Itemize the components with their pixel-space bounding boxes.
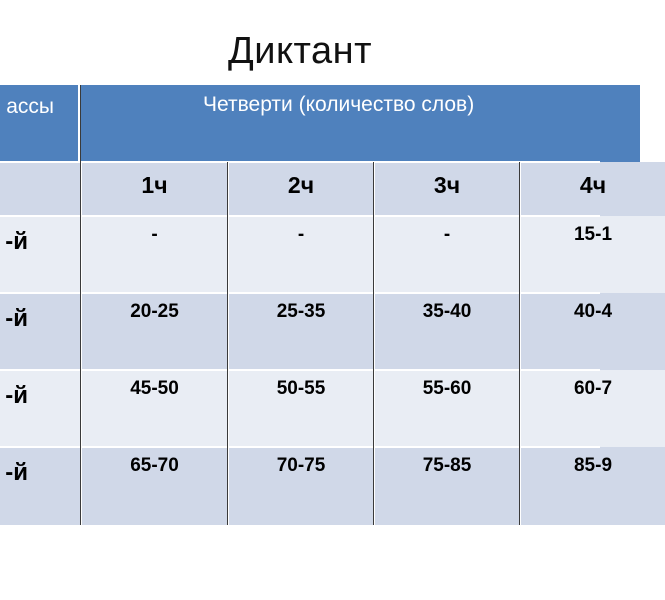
row-separator	[0, 369, 600, 371]
table-cell: 75-85	[373, 447, 519, 525]
table-cell: 45-50	[80, 370, 227, 447]
table-cell: 60-7	[519, 370, 665, 447]
row-separator	[0, 292, 600, 294]
class-label-3: -й	[0, 370, 80, 447]
row-separator	[0, 446, 600, 448]
slide-title: Диктант	[227, 30, 372, 72]
table-cell: 70-75	[227, 447, 373, 525]
table-cell: 15-1	[519, 216, 665, 293]
row-separator	[0, 161, 600, 163]
table-cell: 85-9	[519, 447, 665, 525]
table-cell: 20-25	[80, 293, 227, 370]
column-divider	[80, 85, 81, 525]
column-divider	[519, 162, 520, 525]
table-cell: 65-70	[80, 447, 227, 525]
header-classes: ассы	[0, 85, 80, 162]
quarter-label-2: 2ч	[227, 162, 373, 216]
dictation-table	[0, 85, 613, 525]
table-cell: -	[80, 216, 227, 293]
table-cell: 25-35	[227, 293, 373, 370]
quarter-label-1: 1ч	[80, 162, 227, 216]
table-cell: 55-60	[373, 370, 519, 447]
class-label-4: -й	[0, 447, 80, 525]
column-divider	[227, 162, 228, 525]
class-label-1: -й	[0, 216, 80, 293]
table-cell: 50-55	[227, 370, 373, 447]
table-cell: 35-40	[373, 293, 519, 370]
row-separator	[0, 215, 600, 217]
quarter-label-4: 4ч	[519, 162, 665, 216]
table-cell: -	[227, 216, 373, 293]
header-quarters: Четверти (количество слов)	[80, 85, 640, 162]
class-label-2: -й	[0, 293, 80, 370]
table-cell: 40-4	[519, 293, 665, 370]
quarter-label-3: 3ч	[373, 162, 519, 216]
quarters-row-blank	[0, 162, 80, 216]
column-divider	[373, 162, 374, 525]
table-cell: -	[373, 216, 519, 293]
